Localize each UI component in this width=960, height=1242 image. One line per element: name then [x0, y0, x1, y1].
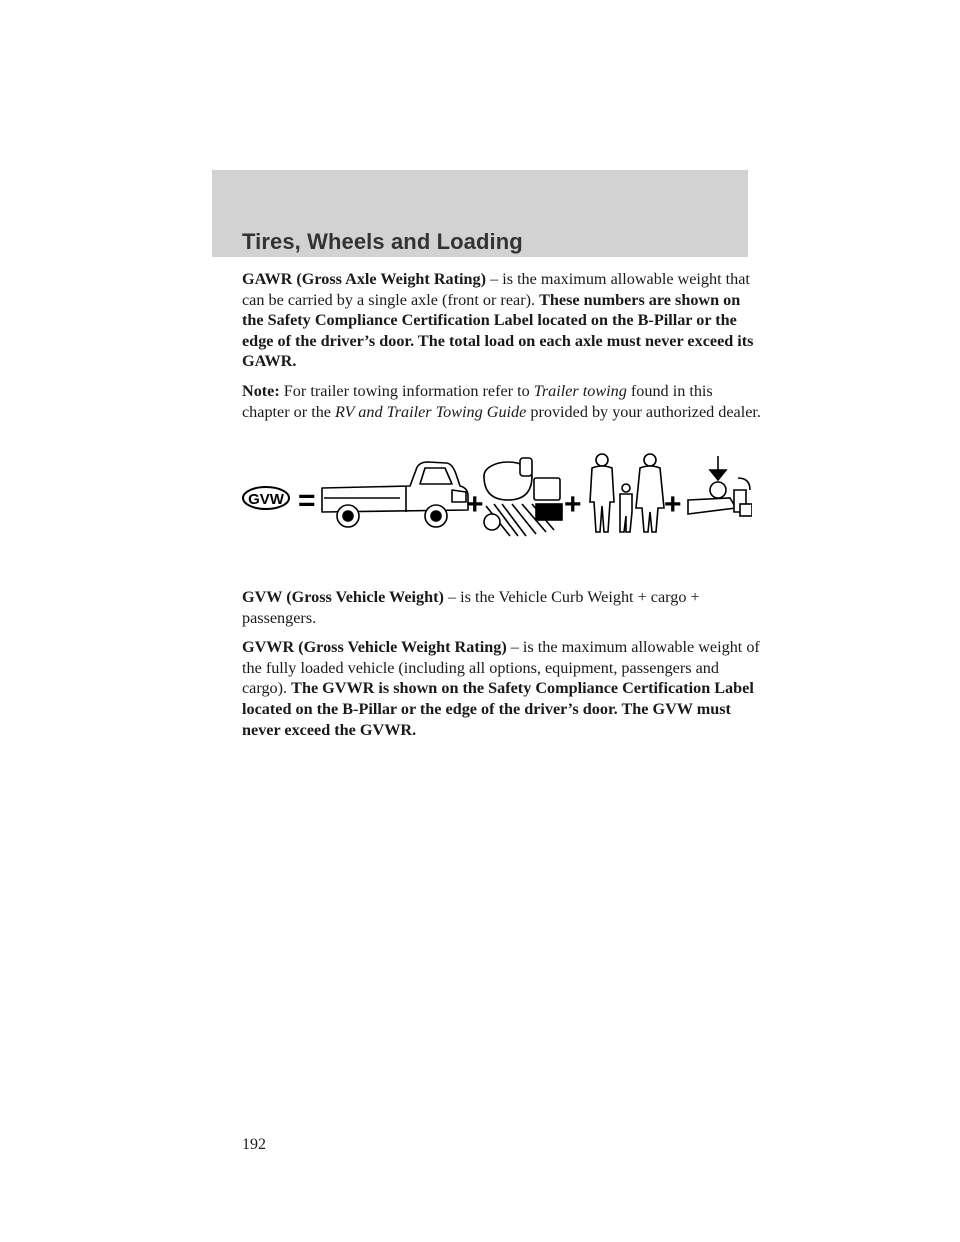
trailer-towing-reference: Trailer towing: [533, 381, 627, 400]
gvw-label: [243, 487, 289, 509]
note-paragraph: [242, 381, 762, 422]
pickup-truck-icon: [322, 462, 468, 527]
gawr-emphasis: These numbers are shown on the Safety Compliance Certification Label located on the B-Pillar or the edge of the driver’s door. The total load on each axle must never exceed its GAWR.: [242, 290, 754, 371]
text-block-top: [242, 269, 762, 431]
gvw-paragraph: [242, 587, 762, 628]
note-text-2: found in this chapter or the: [242, 381, 713, 421]
note-text-1: For trailer towing information refer to: [279, 381, 534, 400]
equals-sign: =: [298, 484, 316, 517]
page-number: 192: [242, 1136, 266, 1153]
plus-sign-2: +: [564, 488, 582, 521]
gvw-term: GVW (Gross Vehicle Weight): [242, 588, 444, 606]
trailer-hitch-icon: [688, 456, 752, 516]
gawr-term: GAWR (Gross Axle Weight Rating): [242, 270, 487, 288]
plus-sign-3: +: [664, 488, 682, 521]
plus-sign-1: +: [466, 488, 484, 521]
gawr-definition: – is the maximum allowable weight that can be carried by a single axle (front or rear).: [242, 270, 750, 309]
gvwr-definition: – is the maximum allowable weight of the fully loaded vehicle (including all options, equipment, passengers and cargo).: [242, 638, 760, 698]
gvwr-emphasis: The GVWR is shown on the Safety Compliance Certification Label located on the B-Pillar or the edge of the driver’s door. The GVW must never exceed the GVWR.: [242, 679, 754, 739]
gvwr-term: GVWR (Gross Vehicle Weight Rating): [242, 638, 507, 657]
gawr-paragraph: [242, 269, 762, 372]
section-title: Tires, Wheels and Loading: [242, 229, 523, 254]
gvw-definition: – is the Vehicle Curb Weight + cargo + passengers.: [242, 588, 700, 627]
passengers-icon: [590, 454, 664, 532]
text-block-bottom: [242, 587, 762, 749]
cargo-icon: [484, 458, 562, 536]
note-label: Note:: [242, 381, 280, 400]
gvwr-paragraph: [242, 637, 762, 740]
towing-guide-reference: RV and Trailer Towing Guide: [335, 402, 527, 421]
gvw-label-text: GVW: [248, 491, 284, 508]
note-text-3: provided by your authorized dealer.: [526, 402, 761, 421]
gvw-equation-figure: [240, 450, 752, 540]
